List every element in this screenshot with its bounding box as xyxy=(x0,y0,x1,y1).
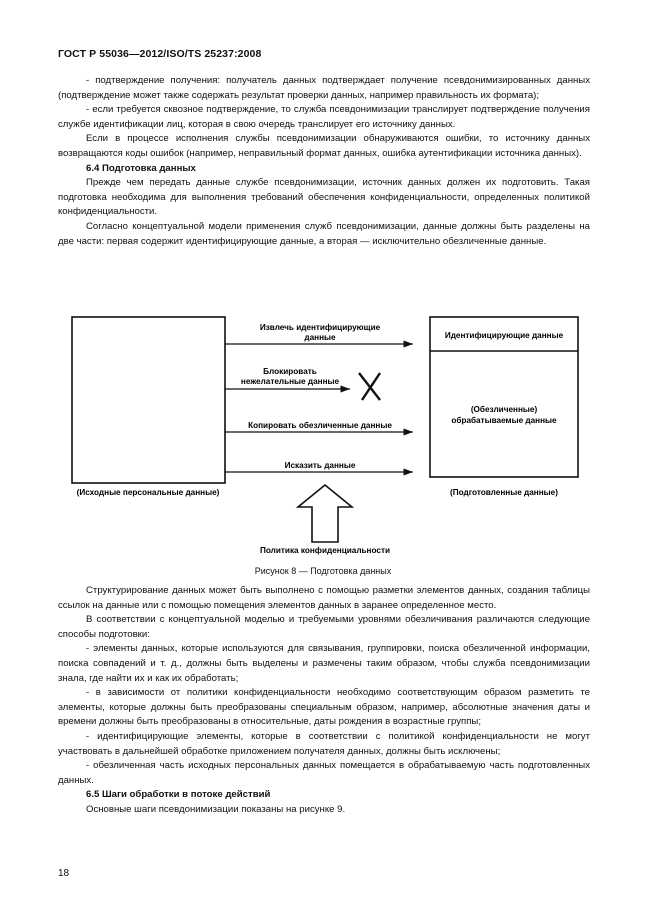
block-cross-icon xyxy=(359,373,380,400)
paragraph: Прежде чем передать данные службе псевдонимизации, источник данных должен их подготовить. Такая подготовка необходима для выполнения требований обеспечения конфиденциальности, определенных политикой конфиденциальности. xyxy=(58,177,590,218)
target-body-line1: (Обезличенные) xyxy=(470,405,538,414)
target-data-box xyxy=(430,317,578,477)
list-item: - в зависимости от политики конфиденциальности необходимо соответствующим образом разметить те элементы, которые должны быть преобразованы специальным образом, например, абсолютные значения даты и времени должны быть преобразованы в относительные, даты рождения в возрастные группы; xyxy=(58,687,590,728)
paragraph: Если в процессе исполнения службы псевдонимизации обнаруживаются ошибки, то источнику данных возвращаются коды ошибок (например, неправильный формат данных, ошибка аутентификации источника данных). xyxy=(58,133,590,159)
paragraph: Структурирование данных может быть выполнено с помощью разметки элементов данных, создания таблицы ссылок на данные или с помощью помещения элементов данных в заранее определенное место. xyxy=(58,585,590,611)
arrow-distort-label: Исказить данные xyxy=(284,461,356,470)
section-heading-6-5: 6.5 Шаги обработки в потоке действий xyxy=(86,789,271,801)
list-item: - обезличенная часть исходных персональных данных помещается в обрабатываемую часть подготовленных данных. xyxy=(58,760,590,786)
source-data-box xyxy=(72,317,225,483)
target-box-label: (Подготовленные данные) xyxy=(450,488,558,497)
paragraph: - подтверждение получения: получатель данных подтверждает получение псевдонимизированных данных (подтверждение может также содержать результат проверки данных, например правильность их формата); xyxy=(58,75,590,101)
paragraph: - если требуется сквозное подтверждение, то служба псевдонимизации транслирует подтверждение получения службе идентификации лиц, которая в свою очередь транслирует его источнику данных. xyxy=(58,104,590,130)
policy-label: Политика конфиденциальности xyxy=(259,546,391,555)
arrow-block-label-1: Блокировать xyxy=(263,367,317,376)
paragraph: В соответствии с концептуальной моделью и требуемыми уровнями обезличивания различаются следующие способы подготовки: xyxy=(58,614,590,640)
section-heading-6-4: 6.4 Подготовка данных xyxy=(86,162,196,174)
figure-caption: Рисунок 8 — Подготовка данных xyxy=(254,566,392,576)
paragraph: Согласно концептуальной модели применения служб псевдонимизации, данные должны быть разделены на две части: первая содержит идентифицирующие данные, а вторая — исключительно обезличенные данные. xyxy=(58,220,590,247)
document-header: ГОСТ Р 55036—2012/ISO/TS 25237:2008 xyxy=(58,48,262,60)
text-block-top xyxy=(58,74,590,249)
arrow-block-label-2: нежелательные данные xyxy=(240,377,340,386)
arrow-copy-label: Копировать обезличенные данные xyxy=(248,421,392,430)
page-number: 18 xyxy=(58,868,70,879)
policy-arrow xyxy=(298,485,352,542)
source-box-label: (Исходные персональные данные) xyxy=(76,488,220,497)
list-item: - идентифицирующие элементы, которые в соответствии с политикой конфиденциальности не могут участвовать в дальнейшей обработке приложением получателя данных, должны быть исключены; xyxy=(58,730,590,757)
target-body-line2: обрабатываемые данные xyxy=(451,416,557,425)
arrow-extract-label-2: данные xyxy=(304,333,336,342)
figure-8-diagram xyxy=(0,305,646,565)
target-header-label: Идентифицирующие данные xyxy=(444,331,564,340)
list-item: - элементы данных, которые используются для связывания, группировки, поиска обезличенной информации, поиска совпадений и т. д., должны быть выделены и размечены таким образом, чтобы служба псевдонимизации знала, где найти их и как их обработать; xyxy=(58,643,590,684)
text-block-bottom xyxy=(58,584,590,818)
paragraph: Основные шаги псевдонимизации показаны на рисунке 9. xyxy=(86,803,346,815)
arrow-extract-label-1: Извлечь идентифицирующие xyxy=(259,323,381,332)
